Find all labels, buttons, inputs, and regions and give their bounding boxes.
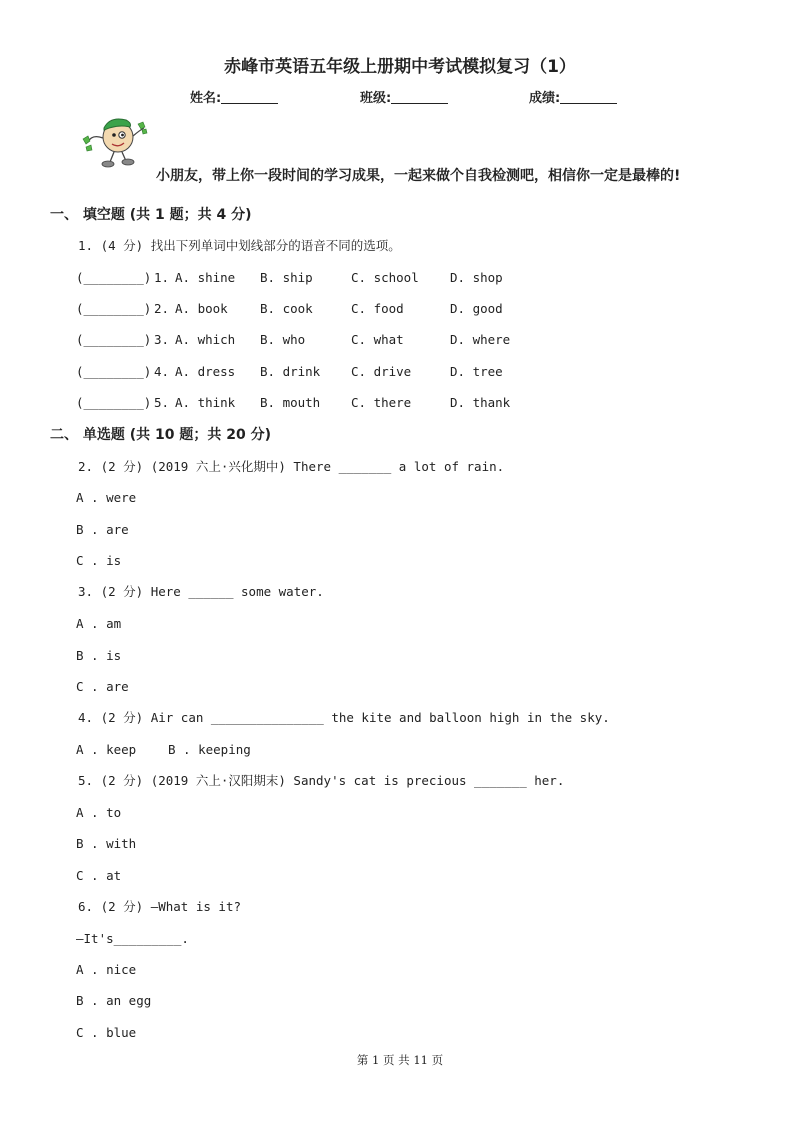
question-5-option[interactable]: A . to (76, 805, 122, 820)
question-5-option[interactable]: B . with (76, 836, 137, 851)
q1-option-b[interactable]: B. cook (260, 301, 313, 316)
q1-answer-bracket[interactable]: (________) (76, 301, 152, 316)
question-6-option[interactable]: B . an egg (76, 993, 152, 1008)
q1-option-c[interactable]: C. drive (351, 364, 412, 379)
greeting-text: 小朋友，带上你一段时间的学习成果，一起来做个自我检测吧，相信你一定是最棒的! (156, 168, 681, 184)
q1-option-d[interactable]: D. good (450, 301, 503, 316)
q1-option-a[interactable]: A. dress (175, 364, 236, 379)
question-2-option[interactable]: C . is (76, 553, 122, 568)
q1-option-d[interactable]: D. shop (450, 270, 503, 285)
q1-answer-bracket[interactable]: (________) (76, 332, 152, 347)
q1-answer-bracket[interactable]: (________) (76, 364, 152, 379)
score-blank[interactable] (560, 91, 617, 104)
question-6-option[interactable]: C . blue (76, 1025, 137, 1040)
q1-option-c[interactable]: C. there (351, 395, 412, 410)
question-3-option[interactable]: A . am (76, 616, 122, 631)
question-6-line2: —It's_________. (76, 931, 189, 946)
question-2-option[interactable]: B . are (76, 522, 129, 537)
score-label: 成绩: (529, 91, 561, 106)
q1-option-c[interactable]: C. what (351, 332, 404, 347)
name-blank[interactable] (221, 91, 278, 104)
q1-option-b[interactable]: B. mouth (260, 395, 321, 410)
q1-option-d[interactable]: D. where (450, 332, 511, 347)
q1-option-c[interactable]: C. food (351, 301, 404, 316)
question-5-option[interactable]: C . at (76, 868, 122, 883)
section-1-title: 一、 填空题 (共 1 题；共 4 分) (50, 207, 252, 223)
q1-option-a[interactable]: A. book (175, 301, 228, 316)
q1-option-c[interactable]: C. school (351, 270, 419, 285)
question-3-option[interactable]: B . is (76, 648, 122, 663)
page-title: 赤峰市英语五年级上册期中考试模拟复习（1） (224, 57, 576, 77)
q1-answer-bracket[interactable]: (________) (76, 395, 152, 410)
q1-option-a[interactable]: A. shine (175, 270, 236, 285)
question-5-stem: 5. (2 分) (2019 六上·汉阳期末) Sandy's cat is precious _______ her. (78, 773, 565, 788)
q1-row-number: 1. (154, 270, 170, 285)
q1-row-number: 5. (154, 395, 170, 410)
name-field (190, 87, 278, 106)
q1-row-number: 3. (154, 332, 170, 347)
class-blank[interactable] (391, 91, 448, 104)
q1-option-b[interactable]: B. ship (260, 270, 313, 285)
q1-answer-bracket[interactable]: (________) (76, 270, 152, 285)
class-label: 班级: (360, 91, 392, 106)
q1-row-number: 2. (154, 301, 170, 316)
q1-option-d[interactable]: D. thank (450, 395, 511, 410)
mascot-illustration (80, 114, 148, 172)
question-4-stem: 4. (2 分) Air can _______________ the kite and balloon high in the sky. (78, 710, 610, 725)
q1-option-d[interactable]: D. tree (450, 364, 503, 379)
question-4-option[interactable]: B . keeping (168, 742, 251, 757)
q1-option-a[interactable]: A. think (175, 395, 236, 410)
q1-option-b[interactable]: B. drink (260, 364, 321, 379)
question-3-stem: 3. (2 分) Here ______ some water. (78, 584, 324, 599)
question-3-option[interactable]: C . are (76, 679, 129, 694)
q1-option-a[interactable]: A. which (175, 332, 236, 347)
class-field (360, 87, 448, 106)
q1-row-number: 4. (154, 364, 170, 379)
q1-option-b[interactable]: B. who (260, 332, 306, 347)
question-1-stem: 1. (4 分) 找出下列单词中划线部分的语音不同的选项。 (78, 238, 401, 253)
name-label: 姓名: (190, 91, 222, 106)
question-2-stem: 2. (2 分) (2019 六上·兴化期中) There _______ a lot of rain. (78, 459, 505, 474)
section-2-title: 二、 单选题 (共 10 题；共 20 分) (50, 427, 272, 443)
page-footer: 第 1 页 共 11 页 (356, 1053, 444, 1067)
question-6-stem: 6. (2 分) —What is it? (78, 899, 242, 914)
question-4-option[interactable]: A . keep (76, 742, 137, 757)
question-2-option[interactable]: A . were (76, 490, 137, 505)
question-6-option[interactable]: A . nice (76, 962, 137, 977)
score-field (529, 87, 617, 106)
